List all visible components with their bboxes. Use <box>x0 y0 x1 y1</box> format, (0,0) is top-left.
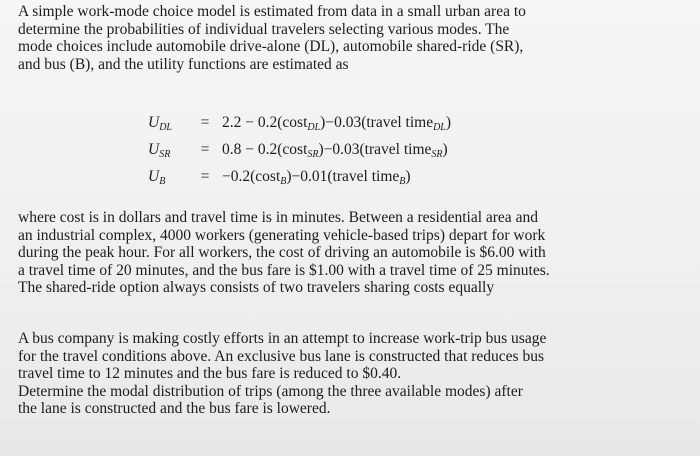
equation-lhs: $U_{SR}$ <box>148 141 171 160</box>
text-line: the lane is constructed and the bus fare is lowered. <box>18 400 331 418</box>
equation-rhs: 0.8 − 0.2(cost$_{SR}$)−0.03(travel time$_{SR}$) <box>222 141 448 160</box>
utility-equations <box>148 112 451 193</box>
question-paragraph <box>18 330 682 418</box>
equals-sign: = <box>200 168 210 185</box>
equation-rhs: 2.2 − 0.2(cost$_{DL}$)−0.03(travel time$_{DL}$) <box>222 114 452 133</box>
equation-drive-alone <box>148 112 451 139</box>
text-line: determine the probabilities of individual travelers selecting various modes. The <box>18 20 510 38</box>
text-line: an industrial complex, 4000 workers (generating vehicle-based trips) depart for work <box>18 226 546 244</box>
equation-bus <box>148 166 451 193</box>
text-line: a travel time of 20 minutes, and the bus fare is $1.00 with a travel time of 25 minutes. <box>18 261 550 279</box>
text-line: Determine the modal distribution of trips (among the three available modes) after <box>18 382 523 400</box>
intro-paragraph <box>18 3 682 73</box>
equals-sign: = <box>200 114 210 131</box>
equation-lhs: $U_B$ <box>148 168 166 187</box>
text-line: The shared-ride option always consists of two travelers sharing costs equally <box>18 279 495 297</box>
text-line: A bus company is making costly efforts in an attempt to increase work-trip bus usage <box>18 330 547 347</box>
text-line: during the peak hour. For all workers, the cost of driving an automobile is $6.00 with <box>18 244 546 262</box>
text-line: for the travel conditions above. An exclusive bus lane is constructed that reduces bus <box>18 347 544 365</box>
equation-lhs: $U_{DL}$ <box>148 114 172 133</box>
equation-rhs: −0.2(cost$_B$)−0.01(travel time$_B$) <box>222 168 411 187</box>
text-line: and bus (B), and the utility functions are estimated as <box>18 55 349 73</box>
text-line: travel time to 12 minutes and the bus fare is reduced to $0.40. <box>18 365 402 383</box>
text-line: A simple work-mode choice model is estimated from data in a small urban area to <box>18 3 526 20</box>
conditions-paragraph <box>18 209 682 297</box>
text-line: where cost is in dollars and travel time is in minutes. Between a residential area and <box>18 209 538 226</box>
equation-shared-ride <box>148 139 451 166</box>
text-line: mode choices include automobile drive-alone (DL), automobile shared-ride (SR), <box>18 38 524 56</box>
equals-sign: = <box>200 141 210 158</box>
